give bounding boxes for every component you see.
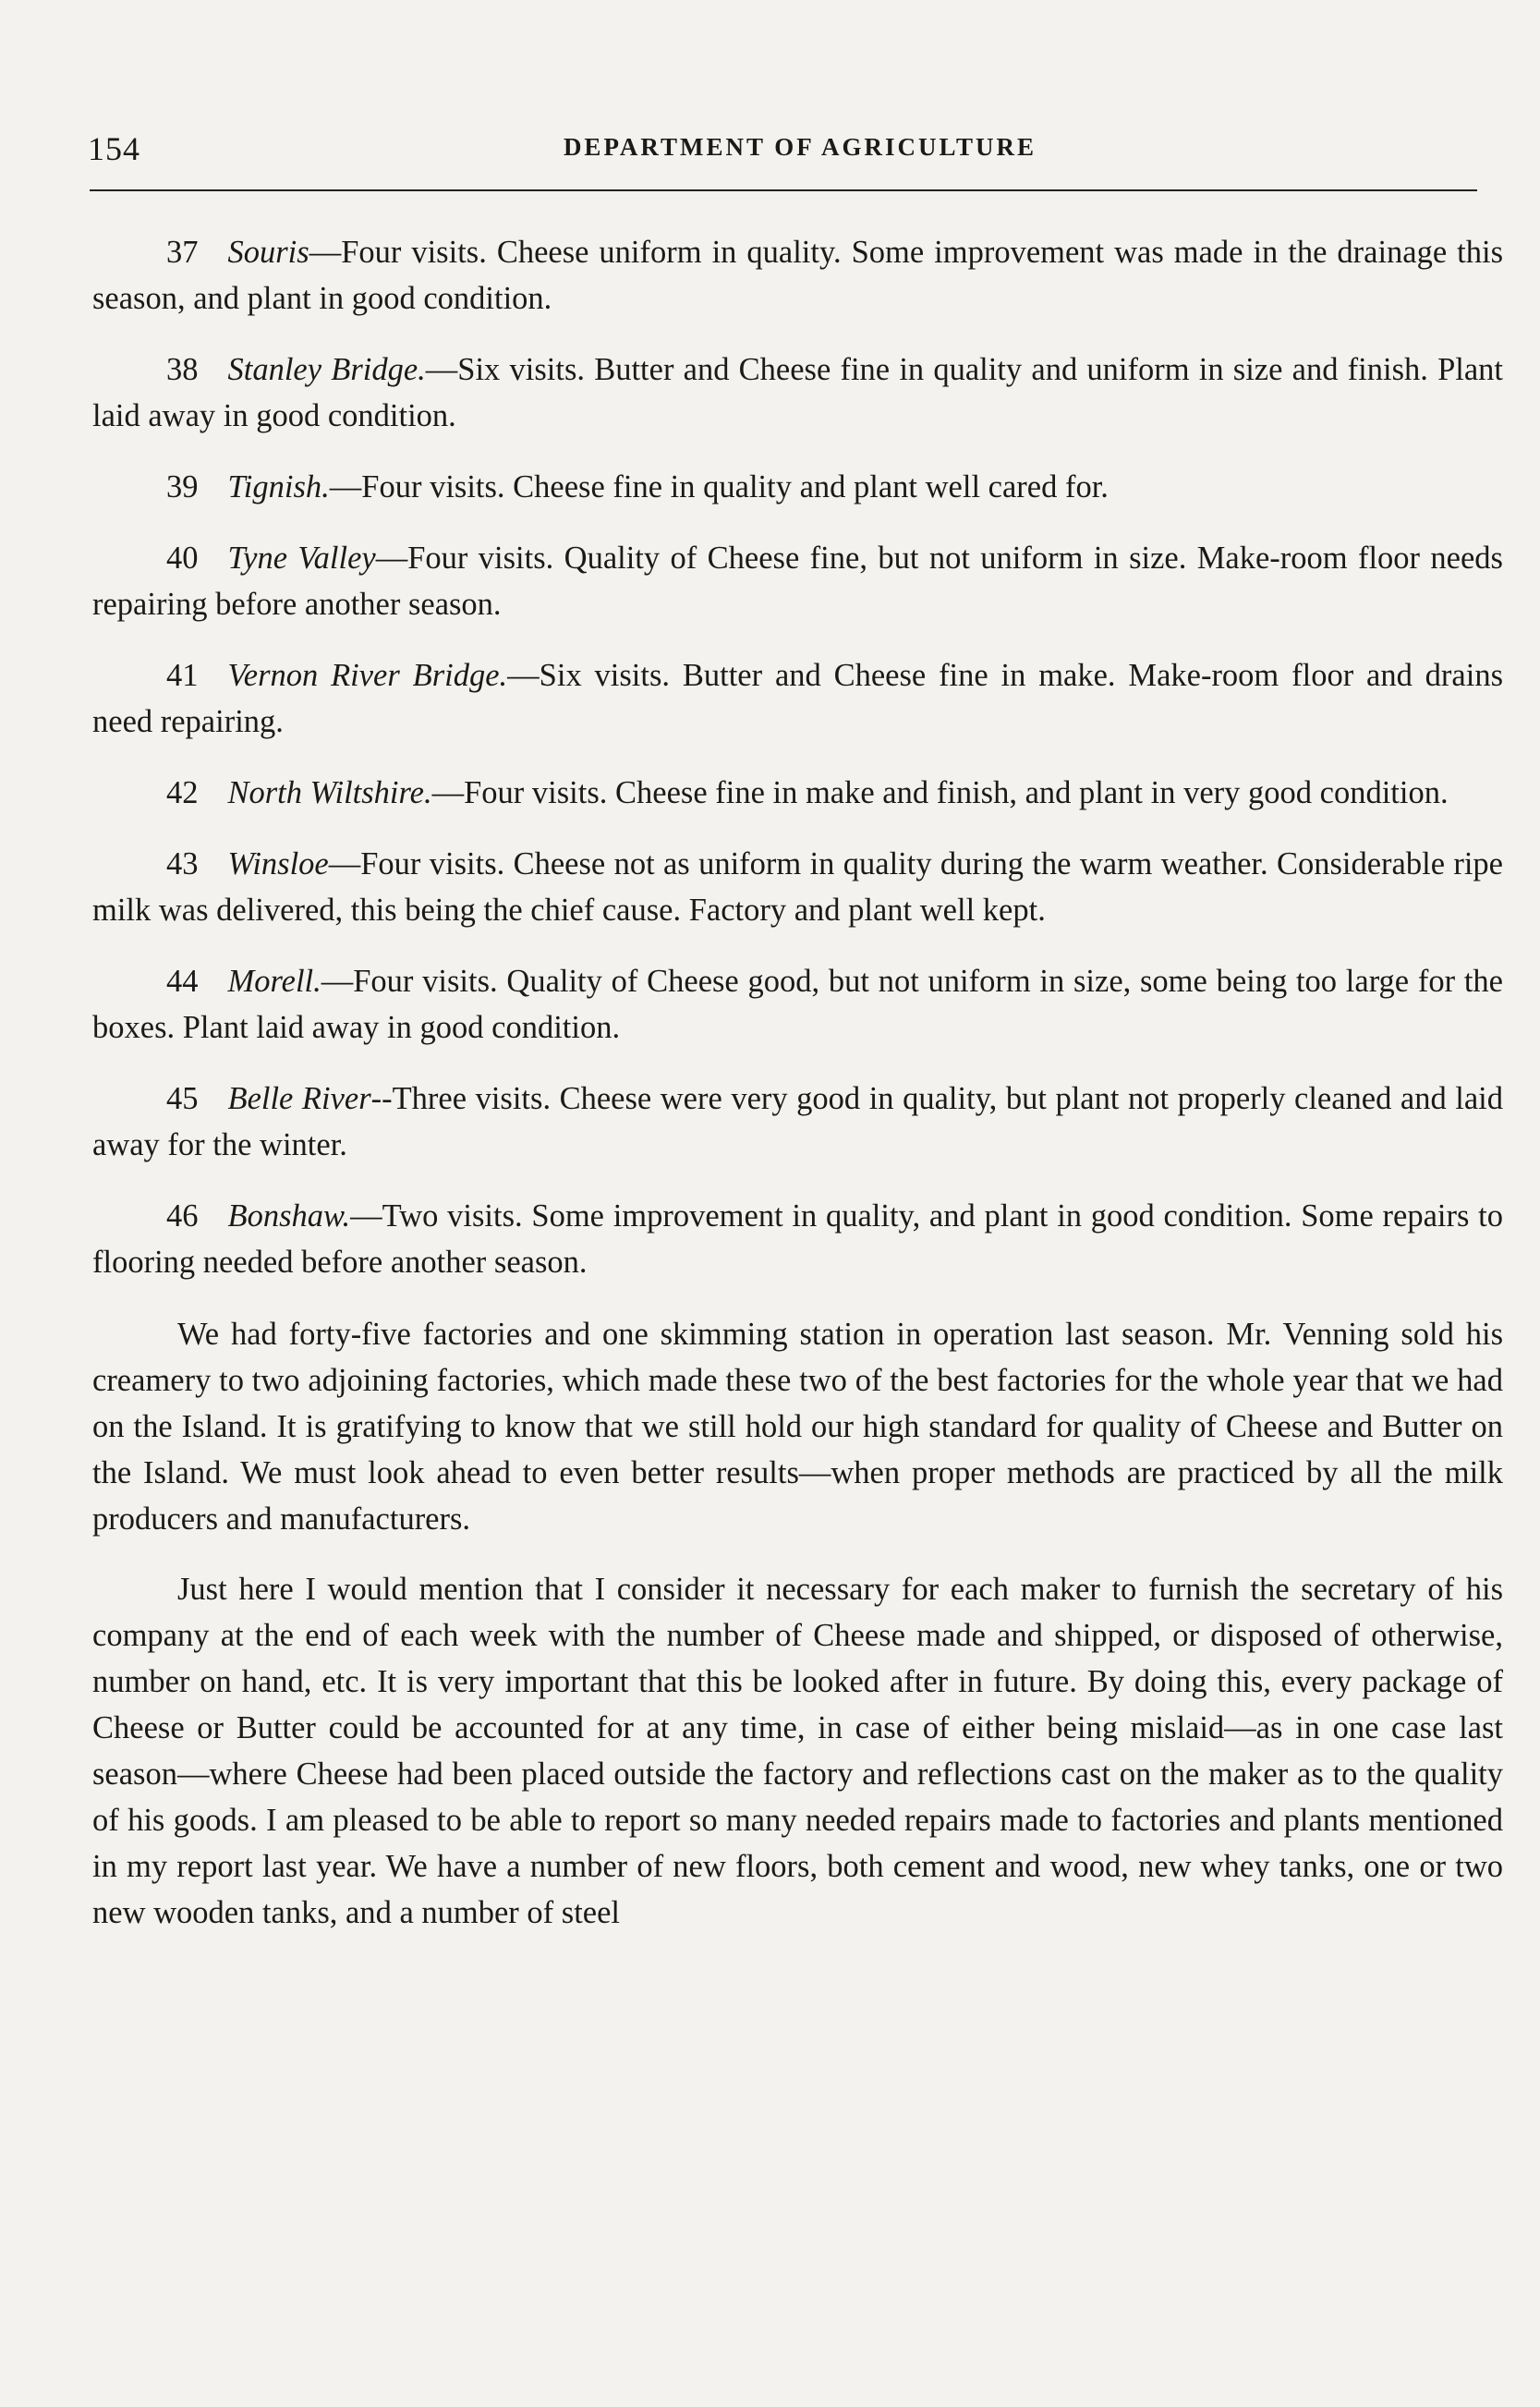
entry-text: —Four visits. Quality of Cheese good, but not uniform in size, some being too large for the boxes. Plant laid away in good condition. — [92, 964, 1503, 1045]
paragraph-maker-records: Just here I would mention that I consider it necessary for each maker to furnish the secretary of his company at the end of each week with the number of Cheese made and shipped, or disposed of otherwise, number on hand, etc. It is very important that this be looked after in future. By doing this, every package of Cheese or Butter could be accounted for at any time, in case of either being mislaid—as in one case last season—where Cheese had been placed outside the factory and reflections cast on the maker as to the quality of his goods. I am pleased to be able to report so many needed repairs made to factories and plants mentioned in my report last year. We have a number of new floors, both cement and wood, new whey tanks, one or two new wooden tanks, and a number of steel — [92, 1572, 1503, 1930]
entry-text: —Six visits. Butter and Cheese fine in make. Make-room floor and drains need repairing. — [92, 658, 1503, 739]
entry-number: 39 — [166, 469, 199, 504]
factory-entry — [92, 1076, 1503, 1168]
entry-text: —Four visits. Cheese fine in quality and plant well cared for. — [329, 469, 1109, 504]
page-body — [92, 229, 1503, 1936]
entry-number: 37 — [166, 235, 199, 270]
factory-entry — [92, 770, 1503, 816]
factory-name: Stanley Bridge. — [227, 352, 426, 387]
factory-name: Winsloe — [227, 846, 329, 881]
factory-name: Bonshaw. — [227, 1198, 351, 1234]
factory-entry — [92, 229, 1503, 322]
entry-number: 46 — [166, 1198, 199, 1234]
factory-name: Tyne Valley — [227, 541, 376, 576]
entry-number: 42 — [166, 775, 199, 810]
entry-number: 41 — [166, 658, 199, 693]
entry-text: —Two visits. Some improvement in quality, and plant in good condition. Some repairs to flooring needed before another season. — [92, 1198, 1503, 1280]
factory-report-list — [92, 229, 1503, 1285]
entry-text: --Three visits. Cheese were very good in quality, but plant not properly cleaned and laid away for the winter. — [92, 1081, 1503, 1162]
entry-number: 43 — [166, 846, 199, 881]
factory-name: Souris — [227, 235, 309, 270]
factory-entry — [92, 346, 1503, 439]
running-head: DEPARTMENT OF AGRICULTURE — [563, 133, 1037, 161]
paragraph-factories-summary: We had forty-five factories and one skimming station in operation last season. Mr. Venning sold his creamery to two adjoining factories, which made these two of the best factories for the whole year that we had on the Island. It is gratifying to know that we still hold our high standard for quality of Cheese and Butter on the Island. We must look ahead to even better results—when proper methods are practiced by all the milk producers and manufacturers. — [92, 1317, 1503, 1537]
entry-number: 45 — [166, 1081, 199, 1116]
page-header — [88, 129, 1475, 177]
entry-text: —Four visits. Quality of Cheese fine, but not uniform in size. Make-room floor needs repairing before another season. — [92, 541, 1503, 622]
factory-entry — [92, 958, 1503, 1051]
page-number: 154 — [88, 130, 140, 167]
factory-name: North Wiltshire. — [227, 775, 432, 810]
factory-entry — [92, 464, 1503, 510]
factory-name: Morell. — [227, 964, 321, 999]
entry-text: —Six visits. Butter and Cheese fine in quality and uniform in size and finish. Plant laid away in good condition. — [92, 352, 1503, 433]
factory-name: Vernon River Bridge. — [227, 658, 508, 693]
factory-name: Belle River — [227, 1081, 371, 1116]
entry-text: —Four visits. Cheese not as uniform in quality during the warm weather. Considerable ripe milk was delivered, this being the chief cause. Factory and plant well kept. — [92, 846, 1503, 928]
header-rule — [90, 189, 1477, 191]
factory-entry — [92, 652, 1503, 745]
factory-entry — [92, 841, 1503, 933]
entry-text: —Four visits. Cheese uniform in quality. Some improvement was made in the drainage this season, and plant in good condition. — [92, 235, 1503, 316]
factory-entry — [92, 535, 1503, 627]
entry-text: —Four visits. Cheese fine in make and finish, and plant in very good condition. — [431, 775, 1449, 810]
entry-number: 44 — [166, 964, 199, 999]
factory-name: Tignish. — [227, 469, 330, 504]
entry-number: 38 — [166, 352, 199, 387]
entry-number: 40 — [166, 541, 199, 576]
factory-entry — [92, 1193, 1503, 1285]
